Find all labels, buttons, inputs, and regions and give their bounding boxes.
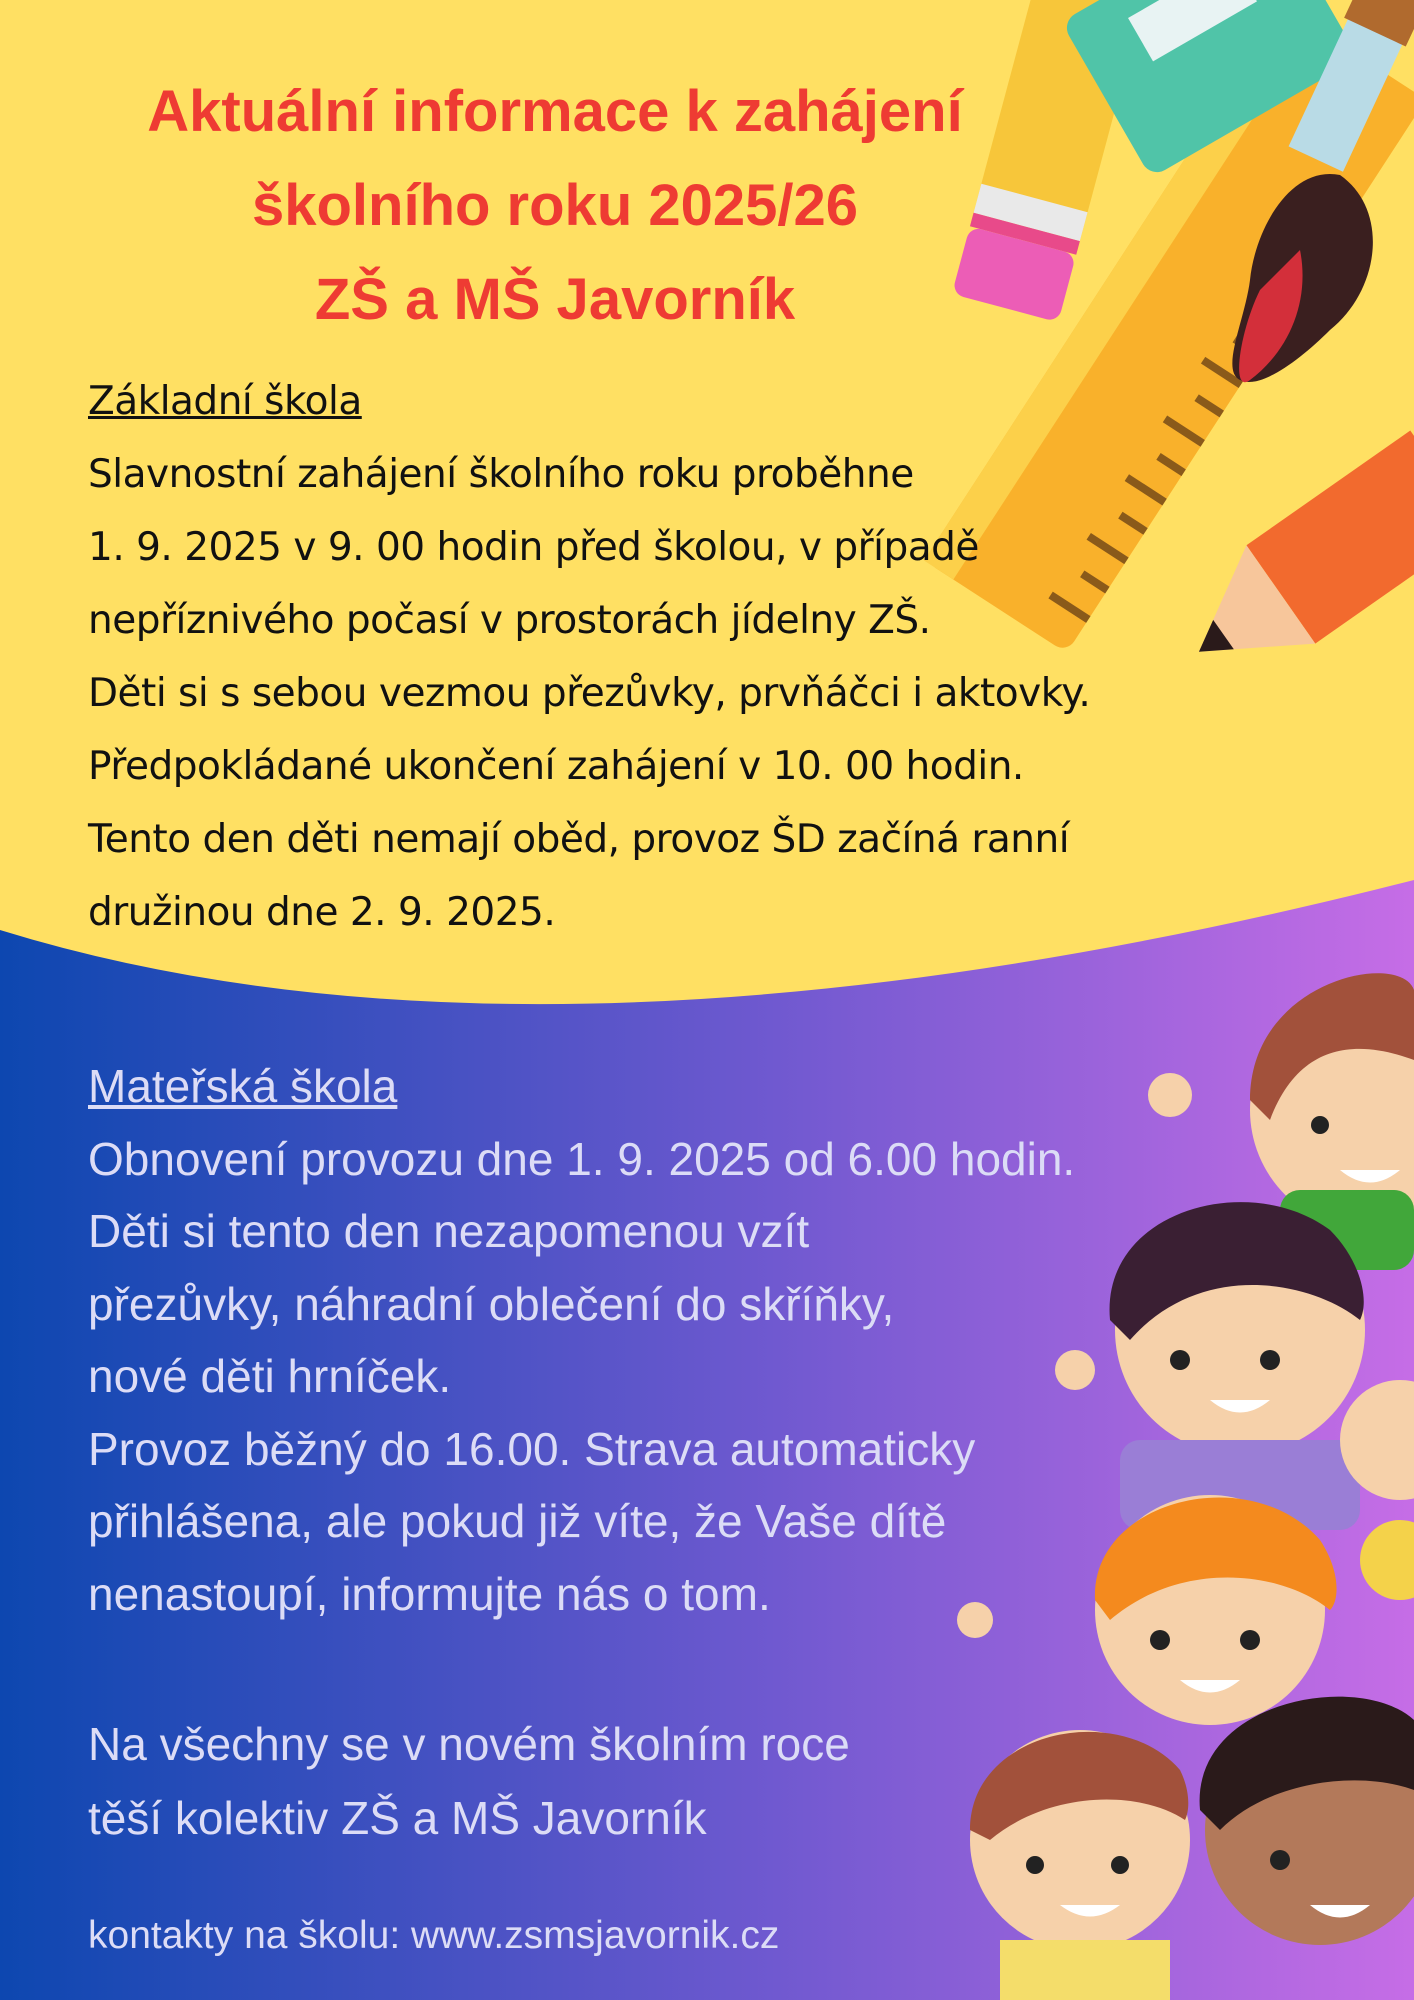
kindergarten-line: Provoz běžný do 16.00. Strava automaticky (88, 1422, 976, 1475)
kindergarten-line: nenastoupí, informujte nás o tom. (88, 1567, 771, 1620)
kindergarten-line: přihlášena, ale pokud již víte, že Vaše dítě (88, 1495, 947, 1547)
title-line-1: Aktuální informace k zahájení (147, 79, 963, 144)
kindergarten-line: Děti si tento den nezapomenou vzít (88, 1205, 810, 1257)
kindergarten-section (88, 1050, 1238, 1630)
kindergarten-line: Obnovení provozu dne 1. 9. 2025 od 6.00 hodin. (88, 1132, 1076, 1185)
primary-school-line: Předpokládané ukončení zahájení v 10. 00 hodin. (88, 744, 1024, 789)
primary-school-heading: Základní škola (88, 379, 362, 424)
page-title (40, 65, 1070, 347)
kindergarten-line: přezůvky, náhradní oblečení do skříňky, (88, 1277, 895, 1330)
title-line-3: ZŠ a MŠ Javorník (314, 267, 796, 332)
primary-school-line: nepříznivého počasí v prostorách jídelny ZŠ. (88, 598, 931, 643)
primary-school-line: Tento den děti nemají oběd, provoz ŠD začíná ranní (88, 817, 1070, 862)
primary-school-line: družinou dne 2. 9. 2025. (88, 890, 556, 935)
primary-school-section (88, 365, 1238, 949)
closing-message (88, 1707, 850, 1855)
title-line-2: školního roku 2025/26 (251, 173, 859, 238)
primary-school-line: Slavnostní zahájení školního roku proběhne (88, 452, 914, 497)
primary-school-line: Děti si s sebou vezmou přezůvky, prvňáčci i aktovky. (88, 671, 1091, 716)
kindergarten-heading: Mateřská škola (88, 1060, 398, 1112)
contact-line: kontakty na školu: www.zsmsjavornik.cz (88, 1914, 780, 1957)
closing-line-1: Na všechny se v novém školním roce (88, 1718, 850, 1770)
primary-school-line: 1. 9. 2025 v 9. 00 hodin před školou, v případě (88, 525, 979, 570)
closing-line-2: těší kolektiv ZŠ a MŠ Javorník (88, 1792, 707, 1844)
kindergarten-line: nové děti hrníček. (88, 1350, 452, 1402)
